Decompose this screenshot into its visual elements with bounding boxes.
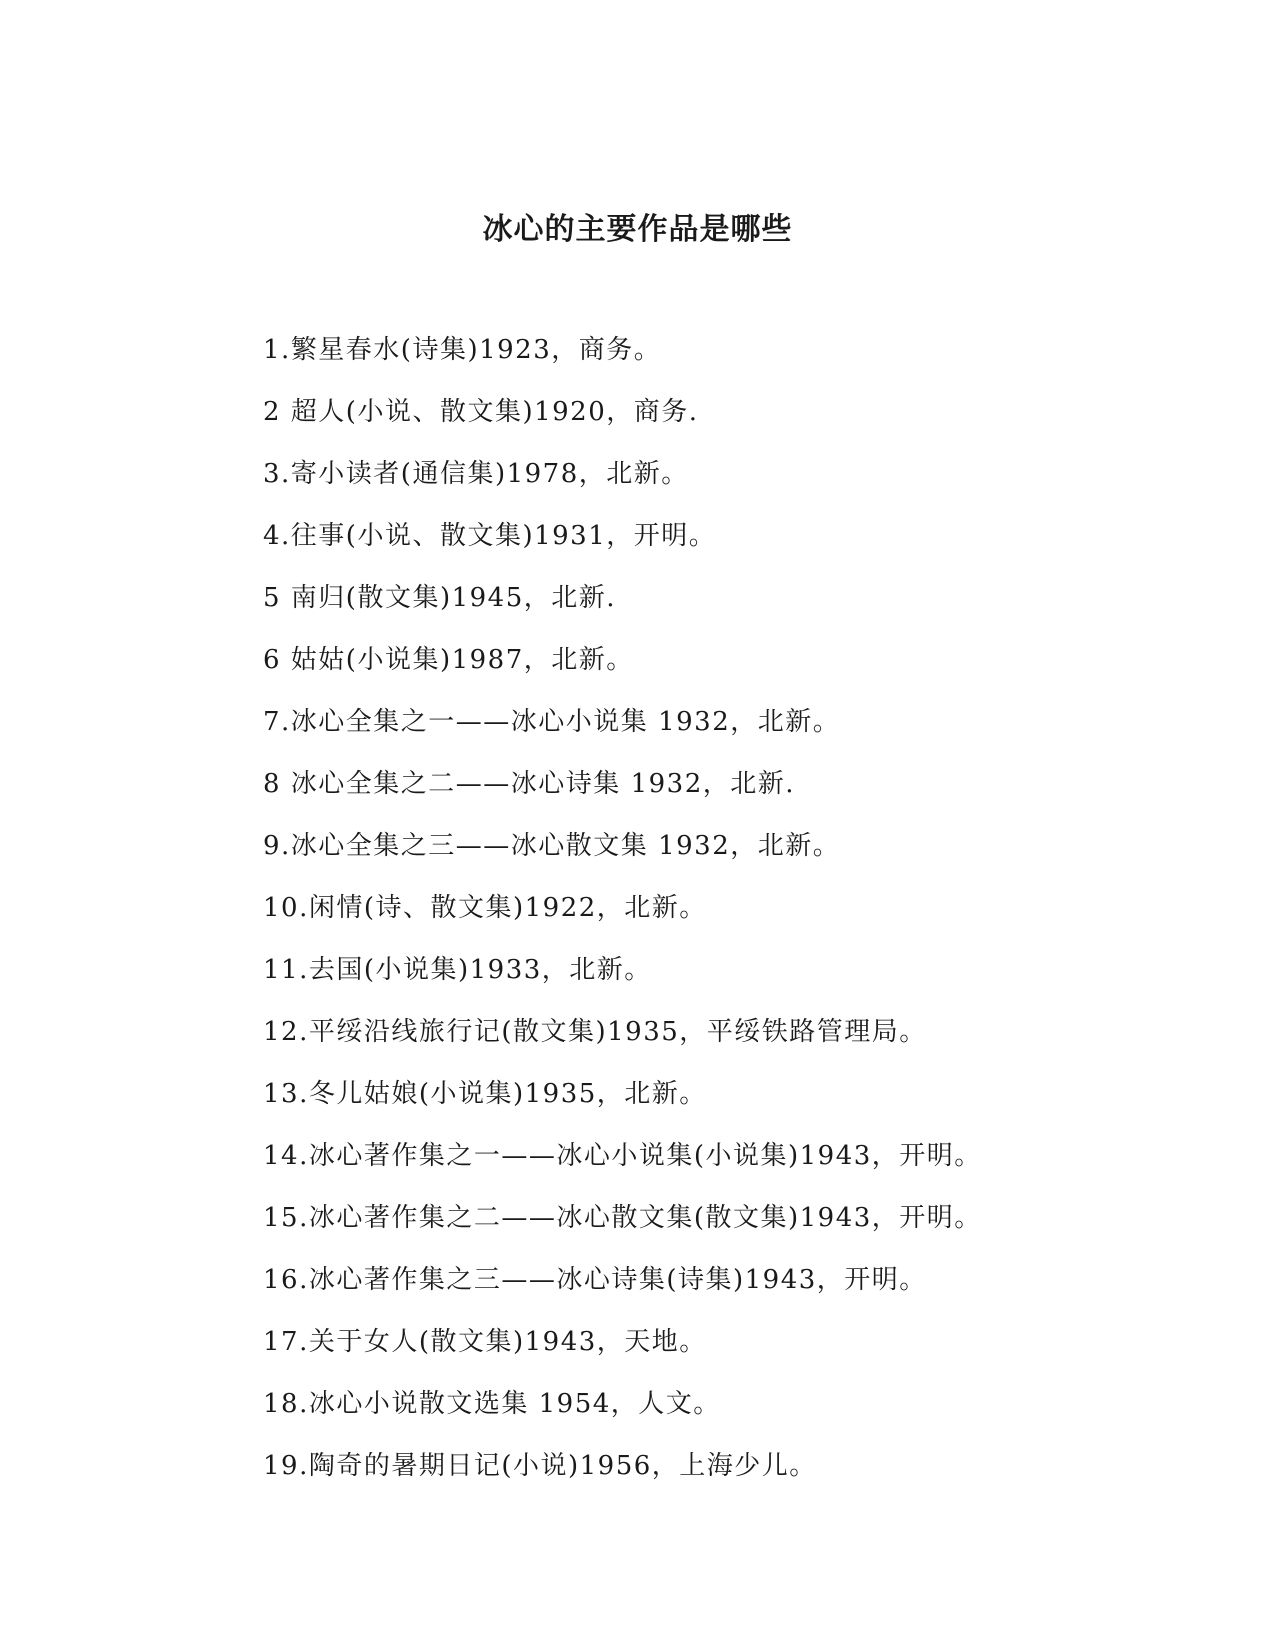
works-list (263, 328, 1213, 1506)
list-item: 19.陶奇的暑期日记(小说)1956，上海少儿。 (263, 1451, 817, 1481)
list-item: 16.冰心著作集之三——冰心诗集(诗集)1943，开明。 (263, 1265, 927, 1295)
list-item: 8 冰心全集之二——冰心诗集 1932，北新. (263, 769, 796, 799)
list-item: 14.冰心著作集之一——冰心小说集(小说集)1943，开明。 (263, 1141, 982, 1171)
list-item: 11.去国(小说集)1933，北新。 (263, 955, 652, 985)
list-item: 7.冰心全集之一——冰心小说集 1932，北新。 (263, 707, 841, 737)
list-item: 17.关于女人(散文集)1943，天地。 (263, 1327, 707, 1357)
page-title: 冰心的主要作品是哪些 (482, 212, 793, 247)
list-item: 3.寄小读者(通信集)1978，北新。 (263, 459, 689, 489)
list-item: 12.平绥沿线旅行记(散文集)1935，平绥铁路管理局。 (263, 1017, 927, 1047)
list-item: 10.闲情(诗、散文集)1922，北新。 (263, 893, 707, 923)
list-item: 18.冰心小说散文选集 1954，人文。 (263, 1389, 721, 1419)
list-item: 15.冰心著作集之二——冰心散文集(散文集)1943，开明。 (263, 1203, 982, 1233)
list-item: 9.冰心全集之三——冰心散文集 1932，北新。 (263, 831, 841, 861)
list-item: 5 南归(散文集)1945，北新. (263, 583, 617, 613)
list-item: 4.往事(小说、散文集)1931，开明。 (263, 521, 717, 551)
list-item: 13.冬儿姑娘(小说集)1935，北新。 (263, 1079, 707, 1109)
list-item: 2 超人(小说、散文集)1920，商务. (263, 397, 699, 427)
list-item: 6 姑姑(小说集)1987，北新。 (263, 645, 634, 675)
list-item: 1.繁星春水(诗集)1923，商务。 (263, 335, 662, 365)
